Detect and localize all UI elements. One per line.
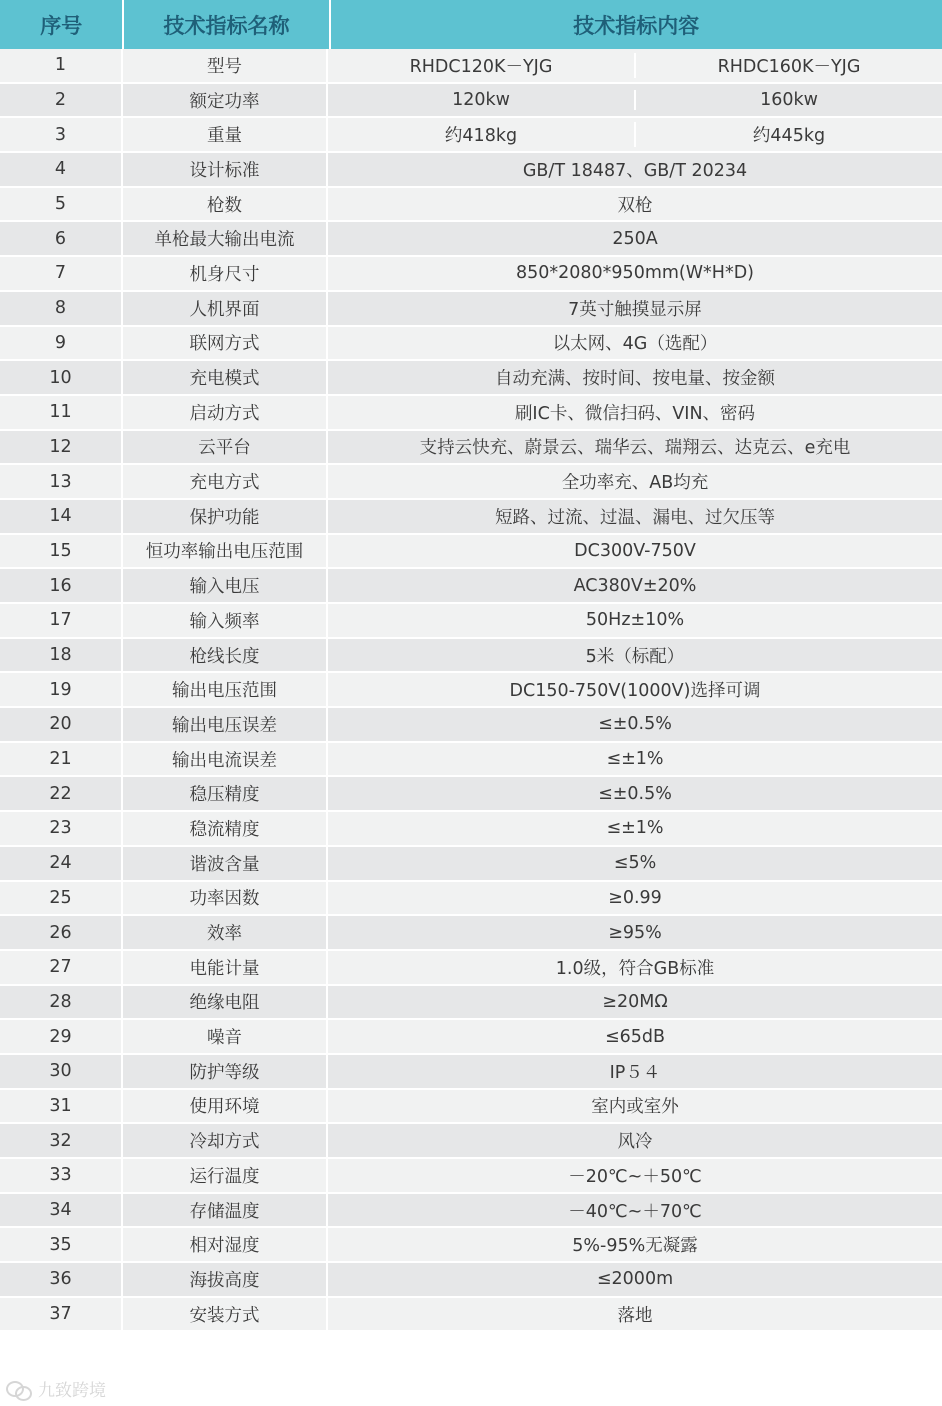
- row-number: 12: [0, 431, 123, 464]
- spec-name: 安装方式: [123, 1298, 328, 1331]
- spec-value-model-b: 约445kg: [752, 126, 826, 147]
- row-number: 31: [0, 1090, 123, 1123]
- watermark: [6, 1376, 106, 1401]
- row-number: 27: [0, 951, 123, 984]
- row-number: 32: [0, 1124, 123, 1157]
- spec-name: 防护等级: [123, 1055, 328, 1088]
- table-row: [0, 396, 942, 431]
- spec-name: 启动方式: [123, 396, 328, 429]
- row-number: 22: [0, 777, 123, 810]
- table-row: [0, 743, 942, 778]
- spec-value: －20℃~＋50℃: [568, 1166, 702, 1187]
- spec-name: 输入频率: [123, 604, 328, 637]
- spec-value: 5米（标配）: [585, 646, 685, 667]
- table-row: [0, 639, 942, 674]
- spec-value: ≤2000m: [596, 1269, 674, 1290]
- row-number: 5: [0, 188, 123, 221]
- spec-name: 设计标准: [123, 153, 328, 186]
- table-row: [0, 153, 942, 188]
- spec-value-model-a: 120kw: [328, 90, 636, 110]
- row-number: 10: [0, 361, 123, 394]
- table-row: [0, 777, 942, 812]
- spec-name: 输出电压误差: [123, 708, 328, 741]
- spec-name: 联网方式: [123, 327, 328, 360]
- table-row: [0, 292, 942, 327]
- spec-value: 风冷: [617, 1132, 653, 1153]
- spec-value-model-a: 约418kg: [328, 122, 636, 147]
- table-row: [0, 673, 942, 708]
- spec-name: 稳压精度: [123, 777, 328, 810]
- spec-value: ≥0.99: [608, 887, 662, 908]
- row-number: 25: [0, 882, 123, 915]
- table-row: [0, 84, 942, 119]
- spec-value: IP５４: [609, 1062, 661, 1083]
- table-row: [0, 1194, 942, 1229]
- table-row: [0, 188, 942, 223]
- spec-name: 冷却方式: [123, 1124, 328, 1157]
- spec-value: －40℃~＋70℃: [568, 1201, 702, 1222]
- spec-name: 枪线长度: [123, 639, 328, 672]
- row-number: 36: [0, 1263, 123, 1296]
- spec-name: 保护功能: [123, 500, 328, 533]
- spec-name: 输出电压范围: [123, 673, 328, 706]
- spec-value: ≤±1%: [606, 749, 664, 770]
- spec-value-model-b: RHDC160K－YJG: [717, 56, 861, 77]
- header-content: 技术指标内容: [573, 13, 700, 38]
- table-row: [0, 986, 942, 1021]
- spec-value: 自动充满、按时间、按电量、按金额: [495, 369, 775, 390]
- table-row: [0, 1090, 942, 1125]
- table-row: [0, 118, 942, 153]
- row-number: 37: [0, 1298, 123, 1331]
- spec-name: 绝缘电阻: [123, 986, 328, 1019]
- spec-name: 机身尺寸: [123, 257, 328, 290]
- spec-name: 效率: [123, 916, 328, 949]
- row-number: 9: [0, 327, 123, 360]
- spec-value: ≤±0.5%: [598, 714, 672, 735]
- row-number: 23: [0, 812, 123, 845]
- spec-name: 输出电流误差: [123, 743, 328, 776]
- spec-name: 谐波含量: [123, 847, 328, 880]
- spec-value: 刷IC卡、微信扫码、VIN、密码: [514, 403, 756, 424]
- row-number: 19: [0, 673, 123, 706]
- table-row: [0, 500, 942, 535]
- spec-name: 恒功率输出电压范围: [123, 535, 328, 568]
- spec-value: 以太网、4G（选配）: [552, 334, 718, 355]
- spec-name: 重量: [123, 118, 328, 151]
- spec-name: 噪音: [123, 1020, 328, 1053]
- spec-value-split: [328, 49, 942, 82]
- spec-value: 7英寸触摸显示屏: [568, 299, 702, 320]
- table-row: [0, 847, 942, 882]
- row-number: 33: [0, 1159, 123, 1192]
- spec-value: 250A: [612, 228, 658, 249]
- header-no: 序号: [0, 0, 124, 49]
- spec-name: 枪数: [123, 188, 328, 221]
- spec-value: 850*2080*950mm(W*H*D): [515, 263, 755, 284]
- spec-name: 稳流精度: [123, 812, 328, 845]
- spec-value-split: [328, 84, 942, 117]
- row-number: 26: [0, 916, 123, 949]
- spec-value: ≤5%: [613, 853, 657, 874]
- spec-name: 海拔高度: [123, 1263, 328, 1296]
- table-row: [0, 535, 942, 570]
- header-name: 技术指标名称: [124, 0, 330, 49]
- spec-value: ≤±1%: [606, 818, 664, 839]
- table-row: [0, 708, 942, 743]
- row-number: 17: [0, 604, 123, 637]
- row-number: 4: [0, 153, 123, 186]
- row-number: 24: [0, 847, 123, 880]
- row-number: 6: [0, 222, 123, 255]
- spec-value: ≥95%: [608, 922, 662, 943]
- spec-name: 云平台: [123, 431, 328, 464]
- table-row: [0, 1228, 942, 1263]
- spec-name: 使用环境: [123, 1090, 328, 1123]
- table-row: [0, 1124, 942, 1159]
- row-number: 15: [0, 535, 123, 568]
- row-number: 7: [0, 257, 123, 290]
- row-number: 11: [0, 396, 123, 429]
- table-row: [0, 882, 942, 917]
- spec-name: 运行温度: [123, 1159, 328, 1192]
- spec-name: 充电模式: [123, 361, 328, 394]
- table-row: [0, 1055, 942, 1090]
- spec-value: 支持云快充、蔚景云、瑞华云、瑞翔云、达克云、e充电: [419, 438, 851, 459]
- wechat-logo-icon: [6, 1378, 32, 1400]
- row-number: 2: [0, 84, 123, 117]
- row-number: 14: [0, 500, 123, 533]
- spec-value: ≤65dB: [604, 1026, 666, 1047]
- table-row: [0, 916, 942, 951]
- row-number: 29: [0, 1020, 123, 1053]
- spec-value: 落地: [617, 1305, 653, 1326]
- table-row: [0, 951, 942, 986]
- spec-name: 相对湿度: [123, 1228, 328, 1261]
- spec-value: ≥20MΩ: [602, 991, 668, 1012]
- spec-value-model-b: 160kw: [760, 90, 818, 111]
- table-row: [0, 1159, 942, 1194]
- spec-name: 单枪最大输出电流: [123, 222, 328, 255]
- table-row: [0, 1020, 942, 1055]
- table-row: [0, 1263, 942, 1298]
- row-number: 34: [0, 1194, 123, 1227]
- spec-value: 50Hz±10%: [585, 610, 685, 631]
- spec-name: 功率因数: [123, 882, 328, 915]
- row-number: 8: [0, 292, 123, 325]
- spec-value: 室内或室外: [591, 1097, 679, 1118]
- table-row: [0, 431, 942, 466]
- row-number: 35: [0, 1228, 123, 1261]
- watermark-text: 九致跨境: [38, 1381, 106, 1401]
- table-header: [0, 0, 942, 49]
- spec-value: GB/T 18487、GB/T 20234: [522, 160, 748, 181]
- row-number: 28: [0, 986, 123, 1019]
- row-number: 1: [0, 49, 123, 82]
- row-number: 3: [0, 118, 123, 151]
- spec-name: 型号: [123, 49, 328, 82]
- table-row: [0, 222, 942, 257]
- spec-name: 输入电压: [123, 569, 328, 602]
- table-row: [0, 49, 942, 84]
- spec-name: 电能计量: [123, 951, 328, 984]
- row-number: 21: [0, 743, 123, 776]
- spec-value: 5%-95%无凝露: [572, 1236, 698, 1257]
- spec-value: 双枪: [617, 195, 653, 216]
- spec-value: 短路、过流、过温、漏电、过欠压等: [495, 507, 775, 528]
- spec-name: 额定功率: [123, 84, 328, 117]
- spec-name: 人机界面: [123, 292, 328, 325]
- table-body: [0, 49, 942, 1332]
- row-number: 18: [0, 639, 123, 672]
- spec-value-split: [328, 118, 942, 151]
- spec-name: 充电方式: [123, 465, 328, 498]
- spec-value-model-a: RHDC120K－YJG: [328, 53, 636, 78]
- table-row: [0, 465, 942, 500]
- spec-name: 存储温度: [123, 1194, 328, 1227]
- spec-value: AC380V±20%: [573, 575, 697, 596]
- spec-value: DC150-750V(1000V)选择可调: [509, 681, 761, 702]
- row-number: 13: [0, 465, 123, 498]
- table-row: [0, 361, 942, 396]
- table-row: [0, 812, 942, 847]
- table-row: [0, 1298, 942, 1333]
- spec-value: DC300V-750V: [574, 540, 696, 561]
- table-row: [0, 257, 942, 292]
- row-number: 16: [0, 569, 123, 602]
- row-number: 30: [0, 1055, 123, 1088]
- spec-value: ≤±0.5%: [598, 783, 672, 804]
- spec-value: 1.0级，符合GB标准: [555, 958, 715, 979]
- table-row: [0, 327, 942, 362]
- spec-value: 全功率充、AB均充: [561, 473, 709, 494]
- table-row: [0, 604, 942, 639]
- table-row: [0, 569, 942, 604]
- row-number: 20: [0, 708, 123, 741]
